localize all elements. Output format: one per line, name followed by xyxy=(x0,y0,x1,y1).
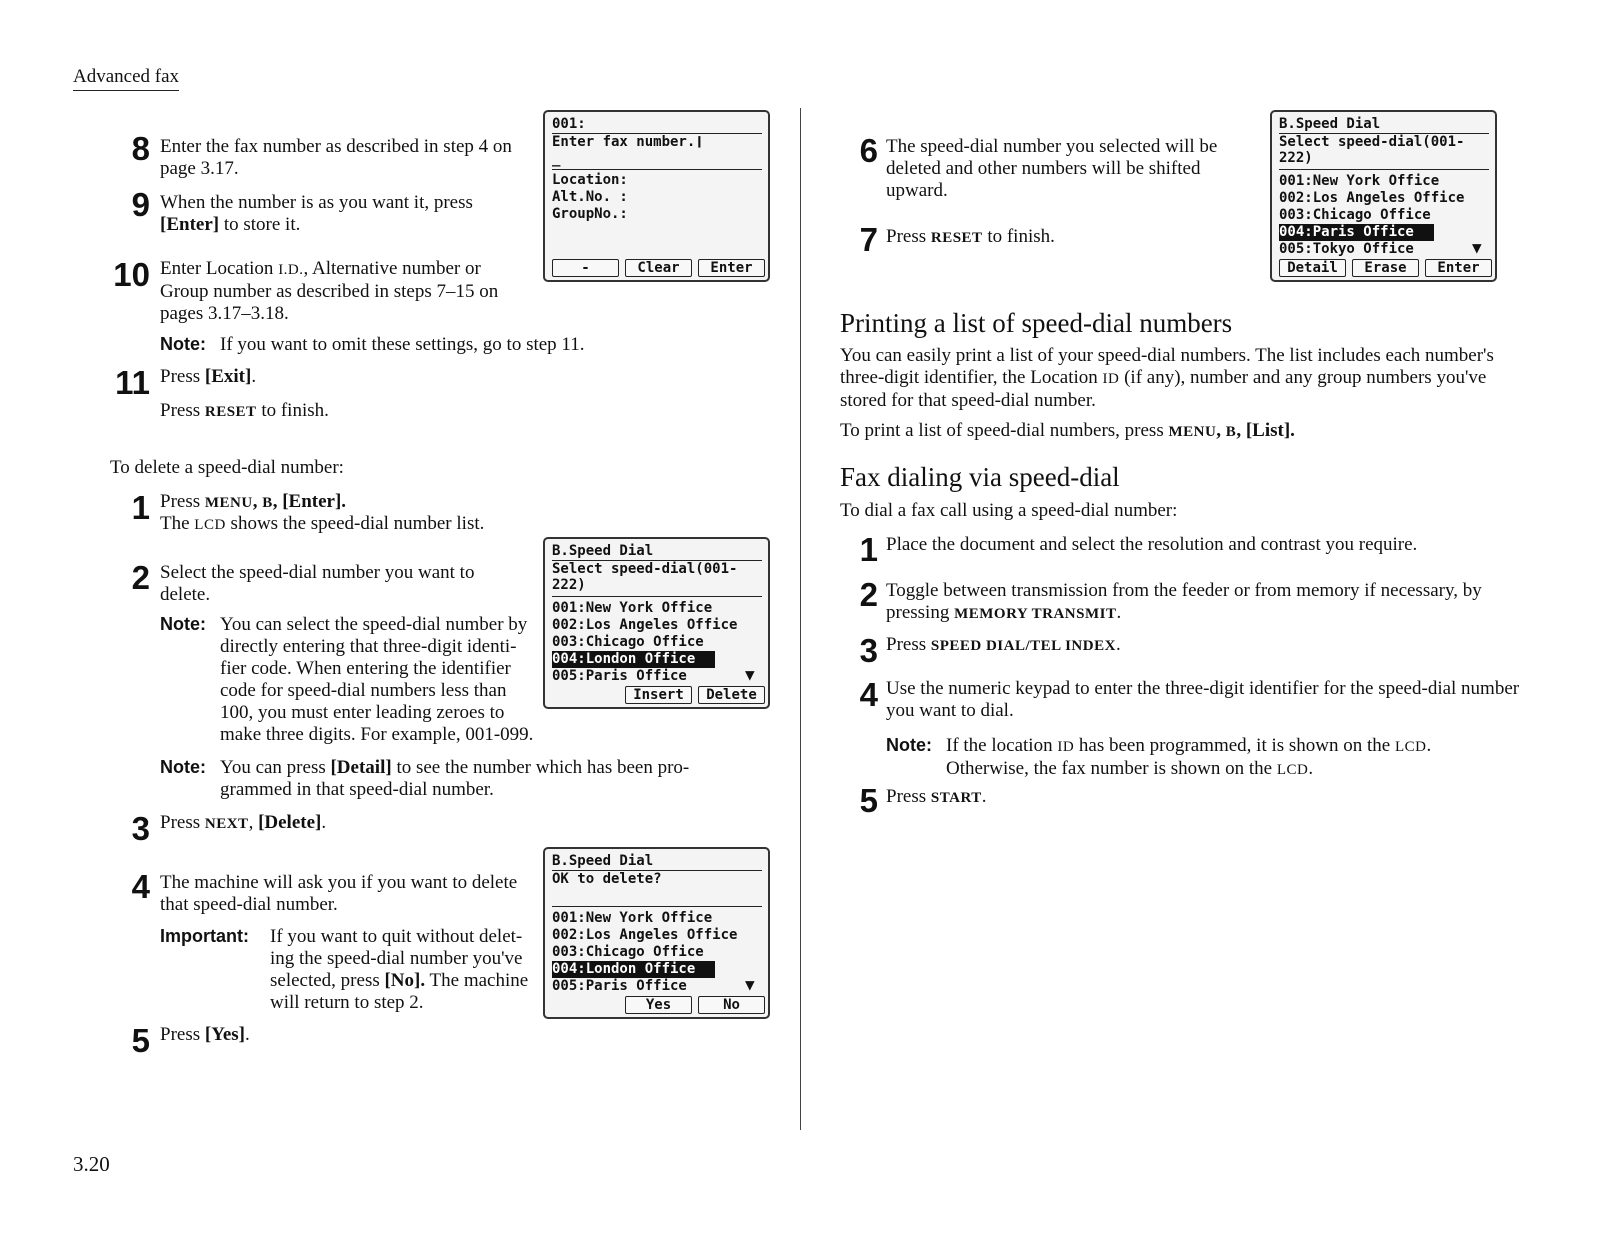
lcd-line: Enter fax number.❙ xyxy=(552,133,762,150)
lcd-list-item-selected: 004:London Office xyxy=(552,961,715,978)
step-text: Press [Exit]. xyxy=(160,366,257,387)
lcd-list-item: 003:Chicago Office xyxy=(1279,207,1431,223)
section-intro: To dial a fax call using a speed-dial number: xyxy=(840,500,1178,521)
lcd-list-item: 003:Chicago Office xyxy=(552,944,704,960)
lcd-title: B.Speed Dial xyxy=(552,853,654,869)
lcd-softkey-enter[interactable]: Enter xyxy=(698,259,765,277)
scroll-down-icon: ▼ xyxy=(745,975,755,994)
step-number: 5 xyxy=(859,782,878,819)
step-number: 4 xyxy=(859,676,878,713)
note-text: You can press [Detail] to see the number which has been pro- grammed in that speed-dial number. xyxy=(220,757,690,800)
step-text: Press [Yes]. xyxy=(160,1024,250,1045)
lcd-title: B.Speed Dial xyxy=(552,543,654,559)
step-number: 1 xyxy=(859,531,878,568)
step-number: 3 xyxy=(859,632,878,669)
step-text: The machine will ask you if you want to delete that speed-dial number. xyxy=(160,872,518,915)
step-text: The speed-dial number you selected will be deleted and other numbers will be shifted upward. xyxy=(886,136,1218,201)
lcd-separator xyxy=(1279,169,1489,170)
important-text: If you want to quit without delet- ing the speed-dial number you've selected, press [No]. The machine will return to step 2. xyxy=(270,926,529,1013)
lcd-separator xyxy=(552,596,762,597)
lcd-list-item: 005:Paris Office xyxy=(552,668,687,684)
step-number: 7 xyxy=(859,221,878,258)
step-text: Enter the fax number as described in step 4 on page 3.17. xyxy=(160,136,512,179)
lcd-display-enter-fax xyxy=(543,110,770,282)
step-number: 8 xyxy=(131,130,150,167)
step-text: Press RESET to finish. xyxy=(886,226,1055,247)
lcd-title: B.Speed Dial xyxy=(1279,116,1381,132)
note-text: You can select the speed-dial number by directly entering that three-digit identi- fier code. When entering the identifier code for speed-dial numbers less than 100, you must enter leading zeroes to make three digits. For example, 001-099. xyxy=(220,614,534,745)
lcd-line: Alt.No. : xyxy=(552,189,628,205)
step-number: 9 xyxy=(131,186,150,223)
lcd-subtitle: Select speed-dial(001-222) xyxy=(1279,133,1489,166)
lcd-softkey-erase[interactable]: Erase xyxy=(1352,259,1419,277)
paragraph: You can easily print a list of your speed-dial numbers. The list includes each number's three-digit identifier, the Location ID (if any), number and any group numbers you've stored for that speed-dial number. xyxy=(840,345,1494,411)
section-intro: To delete a speed-dial number: xyxy=(110,457,344,478)
step-number: 11 xyxy=(115,364,150,401)
running-header: Advanced fax xyxy=(73,66,179,91)
note-text: If the location ID has been programmed, it is shown on the LCD. Otherwise, the fax number is shown on the LCD. xyxy=(946,735,1432,779)
step-number: 5 xyxy=(131,1022,150,1059)
page-number: 3.20 xyxy=(73,1152,110,1176)
lcd-list-item: 002:Los Angeles Office xyxy=(552,927,738,943)
important-label: Important: xyxy=(160,926,249,946)
lcd-subtitle: Select speed-dial(001-222) xyxy=(552,560,762,593)
step-text: Press RESET to finish. xyxy=(160,400,329,421)
lcd-list-item: 005:Paris Office xyxy=(552,978,687,994)
section-heading: Fax dialing via speed-dial xyxy=(840,462,1120,492)
lcd-line: GroupNo.: xyxy=(552,206,628,222)
lcd-separator xyxy=(552,169,762,170)
step-text: Select the speed-dial number you want to delete. xyxy=(160,562,475,605)
lcd-cursor: _ xyxy=(552,151,561,167)
step-text: Place the document and select the resolution and contrast you require. xyxy=(886,534,1418,555)
lcd-softkey-insert[interactable]: Insert xyxy=(625,686,692,704)
lcd-list-item: 002:Los Angeles Office xyxy=(1279,190,1465,206)
step-number: 10 xyxy=(113,256,150,293)
lcd-line: 001: xyxy=(552,116,586,132)
step-text: Use the numeric keypad to enter the three-digit identifier for the speed-dial number you want to dial. xyxy=(886,678,1520,721)
note-label: Note: xyxy=(886,735,932,755)
step-text: Press MENU, B, [Enter]. xyxy=(160,491,347,512)
step-number: 4 xyxy=(131,868,150,905)
lcd-softkey-no[interactable]: No xyxy=(698,996,765,1014)
step-text: Toggle between transmission from the feeder or from memory if necessary, by pressing MEMORY TRANSMIT. xyxy=(886,580,1482,623)
note-label: Note: xyxy=(160,334,206,354)
paragraph: To print a list of speed-dial numbers, press MENU, B, [List]. xyxy=(840,420,1295,441)
lcd-softkey-delete[interactable]: Delete xyxy=(698,686,765,704)
lcd-softkey-detail[interactable]: Detail xyxy=(1279,259,1346,277)
note-label: Note: xyxy=(160,614,206,634)
step-text: When the number is as you want it, press [Enter] to store it. xyxy=(160,192,473,235)
lcd-softkey[interactable]: - xyxy=(552,259,619,277)
scroll-down-icon: ▼ xyxy=(745,665,755,684)
lcd-line: Location: xyxy=(552,172,628,188)
lcd-softkey-clear[interactable]: Clear xyxy=(625,259,692,277)
lcd-list-item-selected: 004:London Office xyxy=(552,651,715,668)
lcd-softkey-yes[interactable]: Yes xyxy=(625,996,692,1014)
lcd-list-item: 001:New York Office xyxy=(552,910,713,926)
step-text: Enter Location I.D., Alternative number or Group number as described in steps 7–15 on pages 3.17–3.18. xyxy=(160,258,499,324)
column-divider xyxy=(800,108,801,1130)
step-text: Press NEXT, [Delete]. xyxy=(160,812,327,833)
scroll-down-icon: ▼ xyxy=(1472,238,1482,257)
lcd-list-item: 001:New York Office xyxy=(552,600,713,616)
lcd-list-item-selected: 004:Paris Office xyxy=(1279,224,1434,241)
note-label: Note: xyxy=(160,757,206,777)
lcd-separator xyxy=(552,906,762,907)
lcd-softkey-enter[interactable]: Enter xyxy=(1425,259,1492,277)
step-text: Press START. xyxy=(886,786,987,807)
lcd-display-speed-dial-after-delete xyxy=(1270,110,1497,282)
note-text: If you want to omit these settings, go to step 11. xyxy=(220,334,585,355)
lcd-subtitle: OK to delete? xyxy=(552,870,762,887)
step-number: 6 xyxy=(859,132,878,169)
lcd-list-item: 002:Los Angeles Office xyxy=(552,617,738,633)
step-number: 1 xyxy=(131,489,150,526)
step-number: 2 xyxy=(131,559,150,596)
step-text: Press SPEED DIAL/TEL INDEX. xyxy=(886,634,1121,655)
step-number: 2 xyxy=(859,576,878,613)
lcd-list-item: 005:Tokyo Office xyxy=(1279,241,1414,257)
lcd-list-item: 001:New York Office xyxy=(1279,173,1440,189)
key-label: [Enter] xyxy=(160,214,220,235)
lcd-display-select-speed-dial xyxy=(543,537,770,709)
lcd-list-item: 003:Chicago Office xyxy=(552,634,704,650)
lcd-display-ok-to-delete xyxy=(543,847,770,1019)
section-heading: Printing a list of speed-dial numbers xyxy=(840,308,1233,338)
step-text: The LCD shows the speed-dial number list. xyxy=(160,513,485,534)
step-number: 3 xyxy=(131,810,150,847)
